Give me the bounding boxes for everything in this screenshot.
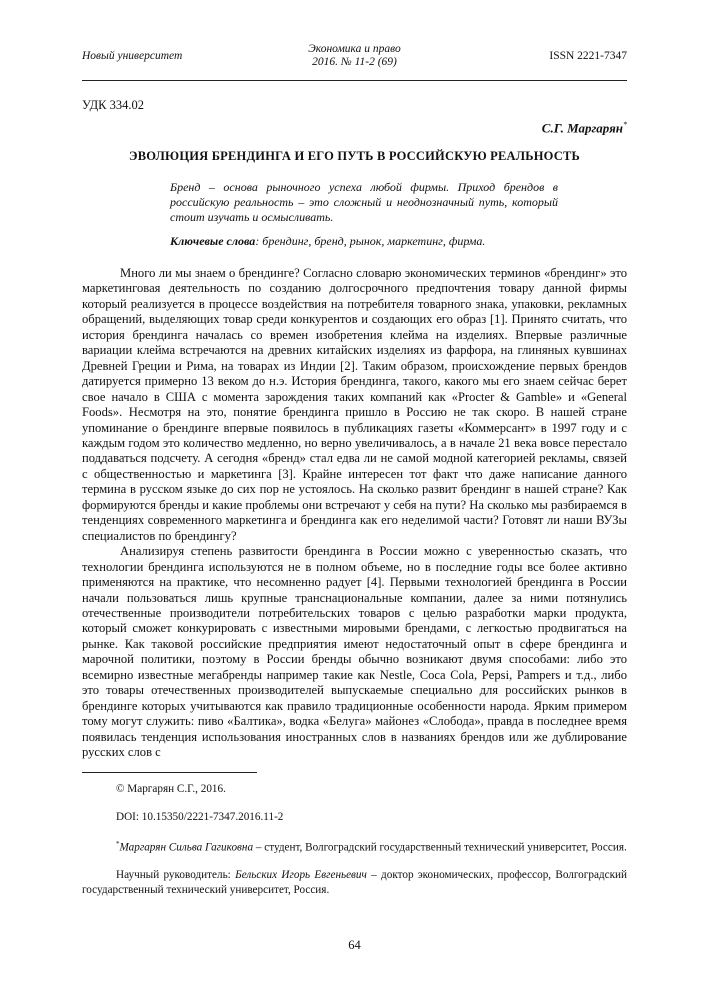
page-number: 64	[348, 938, 361, 952]
footnotes	[82, 782, 627, 897]
article-body	[82, 266, 627, 761]
doi-note: DOI: 10.15350/2221-7347.2016.11-2	[116, 810, 284, 823]
abstract: Бренд – основа рыночного успеха любой фирмы. Приход брендов в российскую реальность – это сложный и неоднозначный путь, который стоит изучать и осмысливать.	[170, 180, 558, 224]
supervisor-note	[82, 868, 627, 897]
author-note	[82, 837, 627, 855]
article-title: ЭВОЛЮЦИЯ БРЕНДИНГА И ЕГО ПУТЬ В РОССИЙСКУЮ РЕАЛЬНОСТЬ	[129, 149, 580, 163]
journal-name: Новый университет	[82, 50, 183, 62]
author-byline	[542, 120, 627, 136]
issue-section: Экономика и право	[308, 43, 401, 55]
body-paragraph: Много ли мы знаем о брендинге? Согласно словарю экономических терминов «брендинг» это маркетинговая деятельность по созданию долгосрочного предпочтения товару данной фирмы который реализуется в процессе воздействия на потребителя товарного знака, упаковки, рекламных обращений, выделяющих товар среди конкурентов и создающих его образ [1]. Принято считать, что история брендинга началась со времен изобретения клейма на изделиях. Впервые различные вариации клейма встречаются на древних китайских изделиях из фарфора, на глиняных кувшинах Древней Греции и Рима, на товарах из Индии [2]. Таким образом, происхождение первых брендов датируется примерно 13 веком до н.э. История брендинга, такого, какого мы его знаем сейчас берет свое начало в США с момента зарождения таких компаний как «Procter & Gamble» и «General Foods». Несмотря на это, понятие брендинга пришло в Россию не так скоро. В нашей стране упоминание о брендинге впервые появилось в публикациях газеты «Коммерсант» в 1997 году и с каждым годом это количество медленно, но верно увеличивалось, а в начале 21 века вовсе перестало поддаваться подсчету. А сегодня «бренд» стал едва ли не самой модной категорией рекламы, связей с общественностью и маркетинга [3]. Крайне интересен тот факт что даже написание данного термина в русском языке до сих пор не устоялось. На сколько развит брендинг в нашей стране? Как формируются бренды и какие проблемы они встречают у себя на пути? На сколько мы разбираемся в тенденциях современного маркетинга и брендинга как его неделимой части? Готовят ли наши ВУЗы специалистов по брендингу?	[82, 266, 627, 543]
body-paragraph: Анализируя степень развитости брендинга в России можно с уверенностью сказать, что технологии брендинга используются не в полном объеме, но в последние годы все более активно применяются на практике, что несомненно радует [4]. Первыми технологией брендинга в России начали пользоваться лишь крупные транснациональные компании, далее за ними потянулись отечественные производители потребительских товаров с целью разработки марки продукта, который сможет конкурировать с известными мировыми брендами, с легкостью продвигаться на рынке. Как таковой российские предприятия имеют недостаточный опыт в сфере брендинга и марочной политики, поэтому в России бренды обычно возникают двумя способами: либо это всемирно известные мегабренды например такие как Nestle, Coca Cola, Pepsi, Pampers и т.д., либо это товары отечественных производителей выпускаемые специально для российских рынков в брендинге которых учитываются как правило традиционные особенности народа. Ярким примером тому могут служить: пиво «Балтика», водка «Белуга» майонез «Слобода», правда в последнее время появилась тенденция использования иностранных слов в названиях брендов или же дублирование русских слов с	[82, 544, 627, 760]
supervisor-label: Научный руководитель:	[116, 869, 236, 882]
supervisor-name: Бельских Игорь Евгеньевич	[235, 869, 367, 882]
keywords-label: Ключевые слова	[170, 234, 256, 248]
running-header	[82, 40, 627, 81]
udk-code: УДК 334.02	[82, 98, 144, 112]
keywords-list: : брендинг, бренд, рынок, маркетинг, фирма.	[255, 234, 486, 248]
issue-info	[82, 43, 627, 69]
author-note-mark: *	[116, 840, 120, 848]
keywords	[170, 234, 570, 249]
author-affiliation: – студент, Волгоградский государственный технический университет, Россия.	[253, 841, 627, 854]
author-footnote-mark: *	[623, 120, 627, 129]
author-full-name: Маргарян Сильва Гагиковна	[119, 841, 254, 854]
author-name: С.Г. Маргарян	[541, 120, 623, 136]
supervisor-affiliation: – доктор экономических, профессор, Волгоградский государственный технический университет, Россия.	[82, 869, 627, 896]
copyright-note: © Маргарян С.Г., 2016.	[116, 783, 226, 795]
footnote-divider	[82, 772, 257, 773]
issn: ISSN 2221-7347	[549, 50, 627, 62]
issue-number: 2016. № 11-2 (69)	[312, 56, 397, 68]
